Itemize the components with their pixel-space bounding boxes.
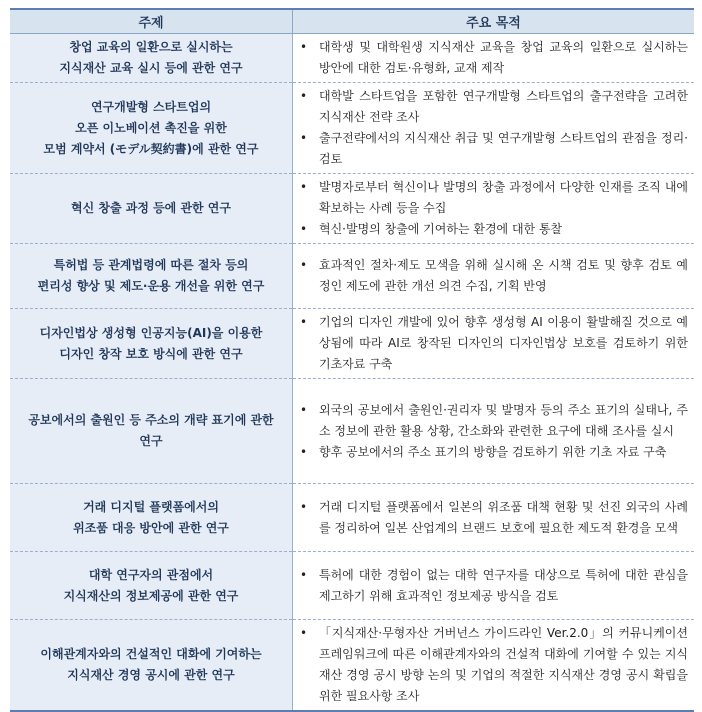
purpose-text: 외국의 공보에서 출원인·권리자 및 발명자 등의 주소 표기의 실태나, 주소 정보에 관한 활용 상황, 간소화와 관련한 요구에 대해 조사를 실시	[319, 402, 688, 438]
column-header-topic: 주제	[10, 9, 293, 34]
purpose-list	[297, 177, 688, 240]
purpose-text: 대학생 및 대학원생 지식재산 교육을 창업 교육의 일환으로 실시하는 방안에 대한 검토·유형화, 교재 제작	[319, 40, 688, 75]
topic-line: 거래 디지털 플랫폼에서의	[83, 499, 219, 514]
topic-line: 혁신 창출 과정 등에 관한 연구	[71, 201, 231, 215]
purpose-list	[297, 255, 688, 297]
purpose-list	[297, 400, 688, 463]
purpose-text: 향후 공보에서의 주소 표기의 방향을 검토하기 위한 기초 자료 구축	[319, 444, 667, 459]
purpose-text: 혁신·발명의 창출에 기여하는 환경에 대한 통찰	[319, 222, 563, 236]
purpose-list	[297, 623, 688, 707]
table-body	[10, 34, 694, 712]
topic-line: 공보에서의 출원인 등 주소의 개략 표기에 관한	[28, 413, 274, 427]
purpose-item	[297, 255, 688, 297]
purpose-item	[297, 177, 688, 219]
bullet-icon: •	[300, 567, 308, 582]
purpose-item	[297, 86, 688, 128]
topic-cell	[10, 552, 293, 620]
purpose-cell	[293, 552, 695, 620]
topic-cell	[10, 620, 293, 712]
purpose-list	[297, 312, 688, 375]
table-row	[10, 620, 694, 712]
purpose-item	[297, 400, 688, 442]
purpose-text: 발명자로부터 혁신이나 발명의 창출 과정에서 다양한 인재를 조직 내에 확보하는 사례 등을 수집	[319, 180, 688, 215]
topic-cell	[10, 244, 293, 309]
purpose-list	[297, 565, 688, 607]
bullet-icon: •	[300, 499, 308, 514]
table-row	[10, 484, 694, 552]
topic-line: 이해관계자와의 건설적인 대화에 기여하는	[40, 647, 262, 661]
bullet-icon: •	[300, 40, 308, 54]
purpose-cell	[293, 620, 695, 712]
purpose-cell	[293, 83, 695, 174]
purpose-list	[297, 37, 688, 79]
topic-line: 지식재산의 정보제공에 관한 연구	[63, 588, 239, 603]
purpose-text: 출구전략에서의 지식재산 취급 및 연구개발형 스타트업의 관점을 정리·검토	[319, 131, 688, 166]
bullet-icon: •	[300, 258, 308, 272]
purpose-item	[297, 312, 688, 375]
topic-cell	[10, 379, 293, 484]
bullet-icon: •	[300, 222, 308, 236]
purpose-cell	[293, 244, 695, 309]
purpose-text: 거래 디지털 플랫폼에서 일본의 위조품 대책 현황 및 선진 외국의 사례를 정리하여 일본 산업계의 브랜드 보호에 필요한 제도적 환경을 모색	[319, 499, 688, 535]
table-row	[10, 174, 694, 244]
bullet-icon: •	[300, 626, 308, 640]
table-row	[10, 244, 694, 309]
topic-line: 지식재산 경영 공시에 관한 연구	[67, 668, 235, 682]
research-table-container	[10, 8, 694, 712]
purpose-cell	[293, 174, 695, 244]
purpose-list	[297, 497, 688, 539]
topic-line: 지식재산 교육 실시 등에 관한 연구	[59, 61, 243, 75]
topic-line: 위조품 대응 방안에 관한 연구	[73, 520, 229, 535]
table-row	[10, 83, 694, 174]
purpose-cell	[293, 34, 695, 83]
topic-line: 디자인법상 생성형 인공지능(AI)을 이용한	[39, 325, 263, 340]
purpose-item	[297, 442, 688, 463]
purpose-text: 특허에 대한 경험이 없는 대학 연구자를 대상으로 특허에 대한 관심을 제고하기 위해 효과적인 정보제공 방식을 검토	[319, 567, 688, 603]
purpose-text: 「지식재산·무형자산 거버넌스 가이드라인 Ver.2.0」의 커뮤니케이션 프레임워크에 따른 이해관계자와의 건설적 대화에 기여할 수 있는 지식재산 경영 공시 방향 논의 및 기업의 적절한 지식재산 경영 공시 확립을 위한 필요사항 조사	[319, 626, 688, 703]
topic-cell	[10, 309, 293, 379]
topic-line: 편리성 향상 및 제도·운용 개선을 위한 연구	[37, 279, 265, 293]
table-row	[10, 34, 694, 83]
purpose-text: 기업의 디자인 개발에 있어 향후 생성형 AI 이용이 활발해질 것으로 예상됨에 따라 AI로 창작된 디자인의 디자인법상 보호를 검토하기 위한 기초자료 구축	[319, 315, 688, 371]
purpose-cell	[293, 379, 695, 484]
topic-line: 대학 연구자의 관점에서	[88, 567, 214, 582]
table-row	[10, 552, 694, 620]
purpose-item	[297, 128, 688, 170]
topic-line: 모범 계약서 (モデル契約書)에 관한 연구	[43, 141, 259, 156]
topic-cell	[10, 174, 293, 244]
purpose-list	[297, 86, 688, 170]
bullet-icon: •	[300, 180, 308, 194]
purpose-cell	[293, 309, 695, 379]
purpose-item	[297, 623, 688, 707]
table-header-row	[10, 9, 694, 34]
topic-line: 오픈 이노베이션 촉진을 위한	[75, 120, 227, 135]
purpose-cell	[293, 484, 695, 552]
purpose-item	[297, 497, 688, 539]
topic-line: 창업 교육의 일환으로 실시하는	[69, 40, 233, 54]
purpose-item	[297, 219, 688, 240]
topic-cell	[10, 484, 293, 552]
purpose-item	[297, 37, 688, 79]
topic-line: 특허법 등 관계법령에 따른 절차 등의	[53, 258, 249, 272]
bullet-icon: •	[300, 131, 308, 145]
bullet-icon: •	[300, 444, 308, 459]
research-topics-table	[10, 8, 694, 712]
topic-line: 디자인 창작 보호 방식에 관한 연구	[59, 346, 243, 361]
topic-cell	[10, 34, 293, 83]
purpose-text: 효과적인 절차·제도 모색을 위해 실시해 온 시책 검토 및 향후 검토 예정인 제도에 관한 개선 의견 수집, 기획 반영	[319, 258, 688, 293]
purpose-text: 대학발 스타트업을 포함한 연구개발형 스타트업의 출구전략을 고려한 지식재산 전략 조사	[319, 89, 688, 124]
table-row	[10, 379, 694, 484]
table-row	[10, 309, 694, 379]
topic-line: 연구	[139, 434, 163, 448]
column-header-purpose: 주요 목적	[293, 9, 695, 34]
purpose-item	[297, 565, 688, 607]
bullet-icon: •	[300, 89, 308, 103]
topic-cell	[10, 83, 293, 174]
topic-line: 연구개발형 스타트업의	[90, 99, 212, 114]
bullet-icon: •	[300, 402, 308, 417]
bullet-icon: •	[300, 315, 308, 329]
